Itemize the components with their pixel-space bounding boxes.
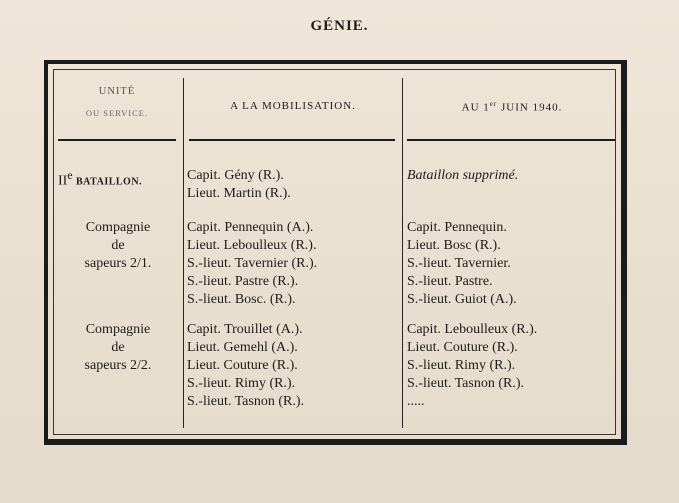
unit-bataillon (58, 167, 182, 192)
juin1940-entry: Capit. Pennequin. (407, 220, 507, 235)
header-mobilisation: A LA MOBILISATION. (230, 100, 356, 112)
mobilisation-entry: S.-lieut. Rimy (R.). (187, 376, 296, 391)
header-date (404, 100, 620, 114)
unit-compagnie-line: de (111, 340, 125, 355)
table-inner-border (53, 69, 616, 435)
juin1940-entry: S.-lieut. Tavernier. (407, 256, 511, 271)
juin1940-entry: S.-lieut. Guiot (A.). (407, 292, 517, 307)
header-rule-mobilisation (189, 139, 395, 141)
column-divider-1 (183, 78, 184, 428)
unit-compagnie-line: Compagnie (85, 220, 151, 235)
mobilisation-entry: Lieut. Gemehl (A.). (187, 340, 298, 355)
unit-compagnie-line: de (111, 238, 125, 253)
unit-compagnie-line: Compagnie (85, 322, 151, 337)
unit-bataillon-sup: e (67, 169, 73, 182)
mobilisation-entry: Lieut. Martin (R.). (187, 186, 291, 201)
juin1940-entry: Bataillon supprimé. (407, 168, 519, 183)
unit-compagnie-line: sapeurs 2/1. (84, 256, 152, 271)
juin1940-entry: Lieut. Bosc (R.). (407, 238, 501, 253)
header-unit-line1: UNITÉ (98, 86, 136, 97)
header-unit-line2: OU SERVICE. (85, 108, 149, 118)
table-frame (44, 60, 627, 445)
mobilisation-entry: Capit. Gény (R.). (187, 168, 284, 183)
header-date-prefix: AU 1 (461, 101, 490, 114)
mobilisation-entry: Capit. Pennequin (A.). (187, 220, 314, 235)
unit-bataillon-number: II (58, 173, 68, 189)
juin1940-entry: S.-lieut. Pastre. (407, 274, 493, 289)
juin1940-entry: Capit. Leboulleux (R.). (407, 322, 538, 337)
page-title: GÉNIE. (310, 18, 369, 34)
mobilisation-entry: S.-lieut. Pastre (R.). (187, 274, 299, 289)
juin1940-entry: S.-lieut. Tasnon (R.). (407, 376, 524, 391)
header-date-sup: er (489, 100, 498, 108)
mobilisation-entry: Capit. Trouillet (A.). (187, 322, 303, 337)
header-rule-date (407, 139, 615, 141)
mobilisation-entry: S.-lieut. Bosc. (R.). (187, 292, 296, 307)
mobilisation-entry: S.-lieut. Tavernier (R.). (187, 256, 318, 271)
juin1940-entry: S.-lieut. Rimy (R.). (407, 358, 516, 373)
header-date-suffix: JUIN 1940. (497, 101, 563, 114)
mobilisation-entry: S.-lieut. Tasnon (R.). (187, 394, 304, 409)
header-rule-unit (58, 139, 176, 141)
juin1940-entry: ..... (407, 394, 425, 409)
juin1940-entry: Lieut. Couture (R.). (407, 340, 518, 355)
mobilisation-entry: Lieut. Couture (R.). (187, 358, 298, 373)
column-divider-2 (402, 78, 403, 428)
mobilisation-entry: Lieut. Leboulleux (R.). (187, 238, 317, 253)
unit-bataillon-label: BATAILLON. (76, 176, 143, 188)
unit-compagnie-line: sapeurs 2/2. (84, 358, 152, 373)
